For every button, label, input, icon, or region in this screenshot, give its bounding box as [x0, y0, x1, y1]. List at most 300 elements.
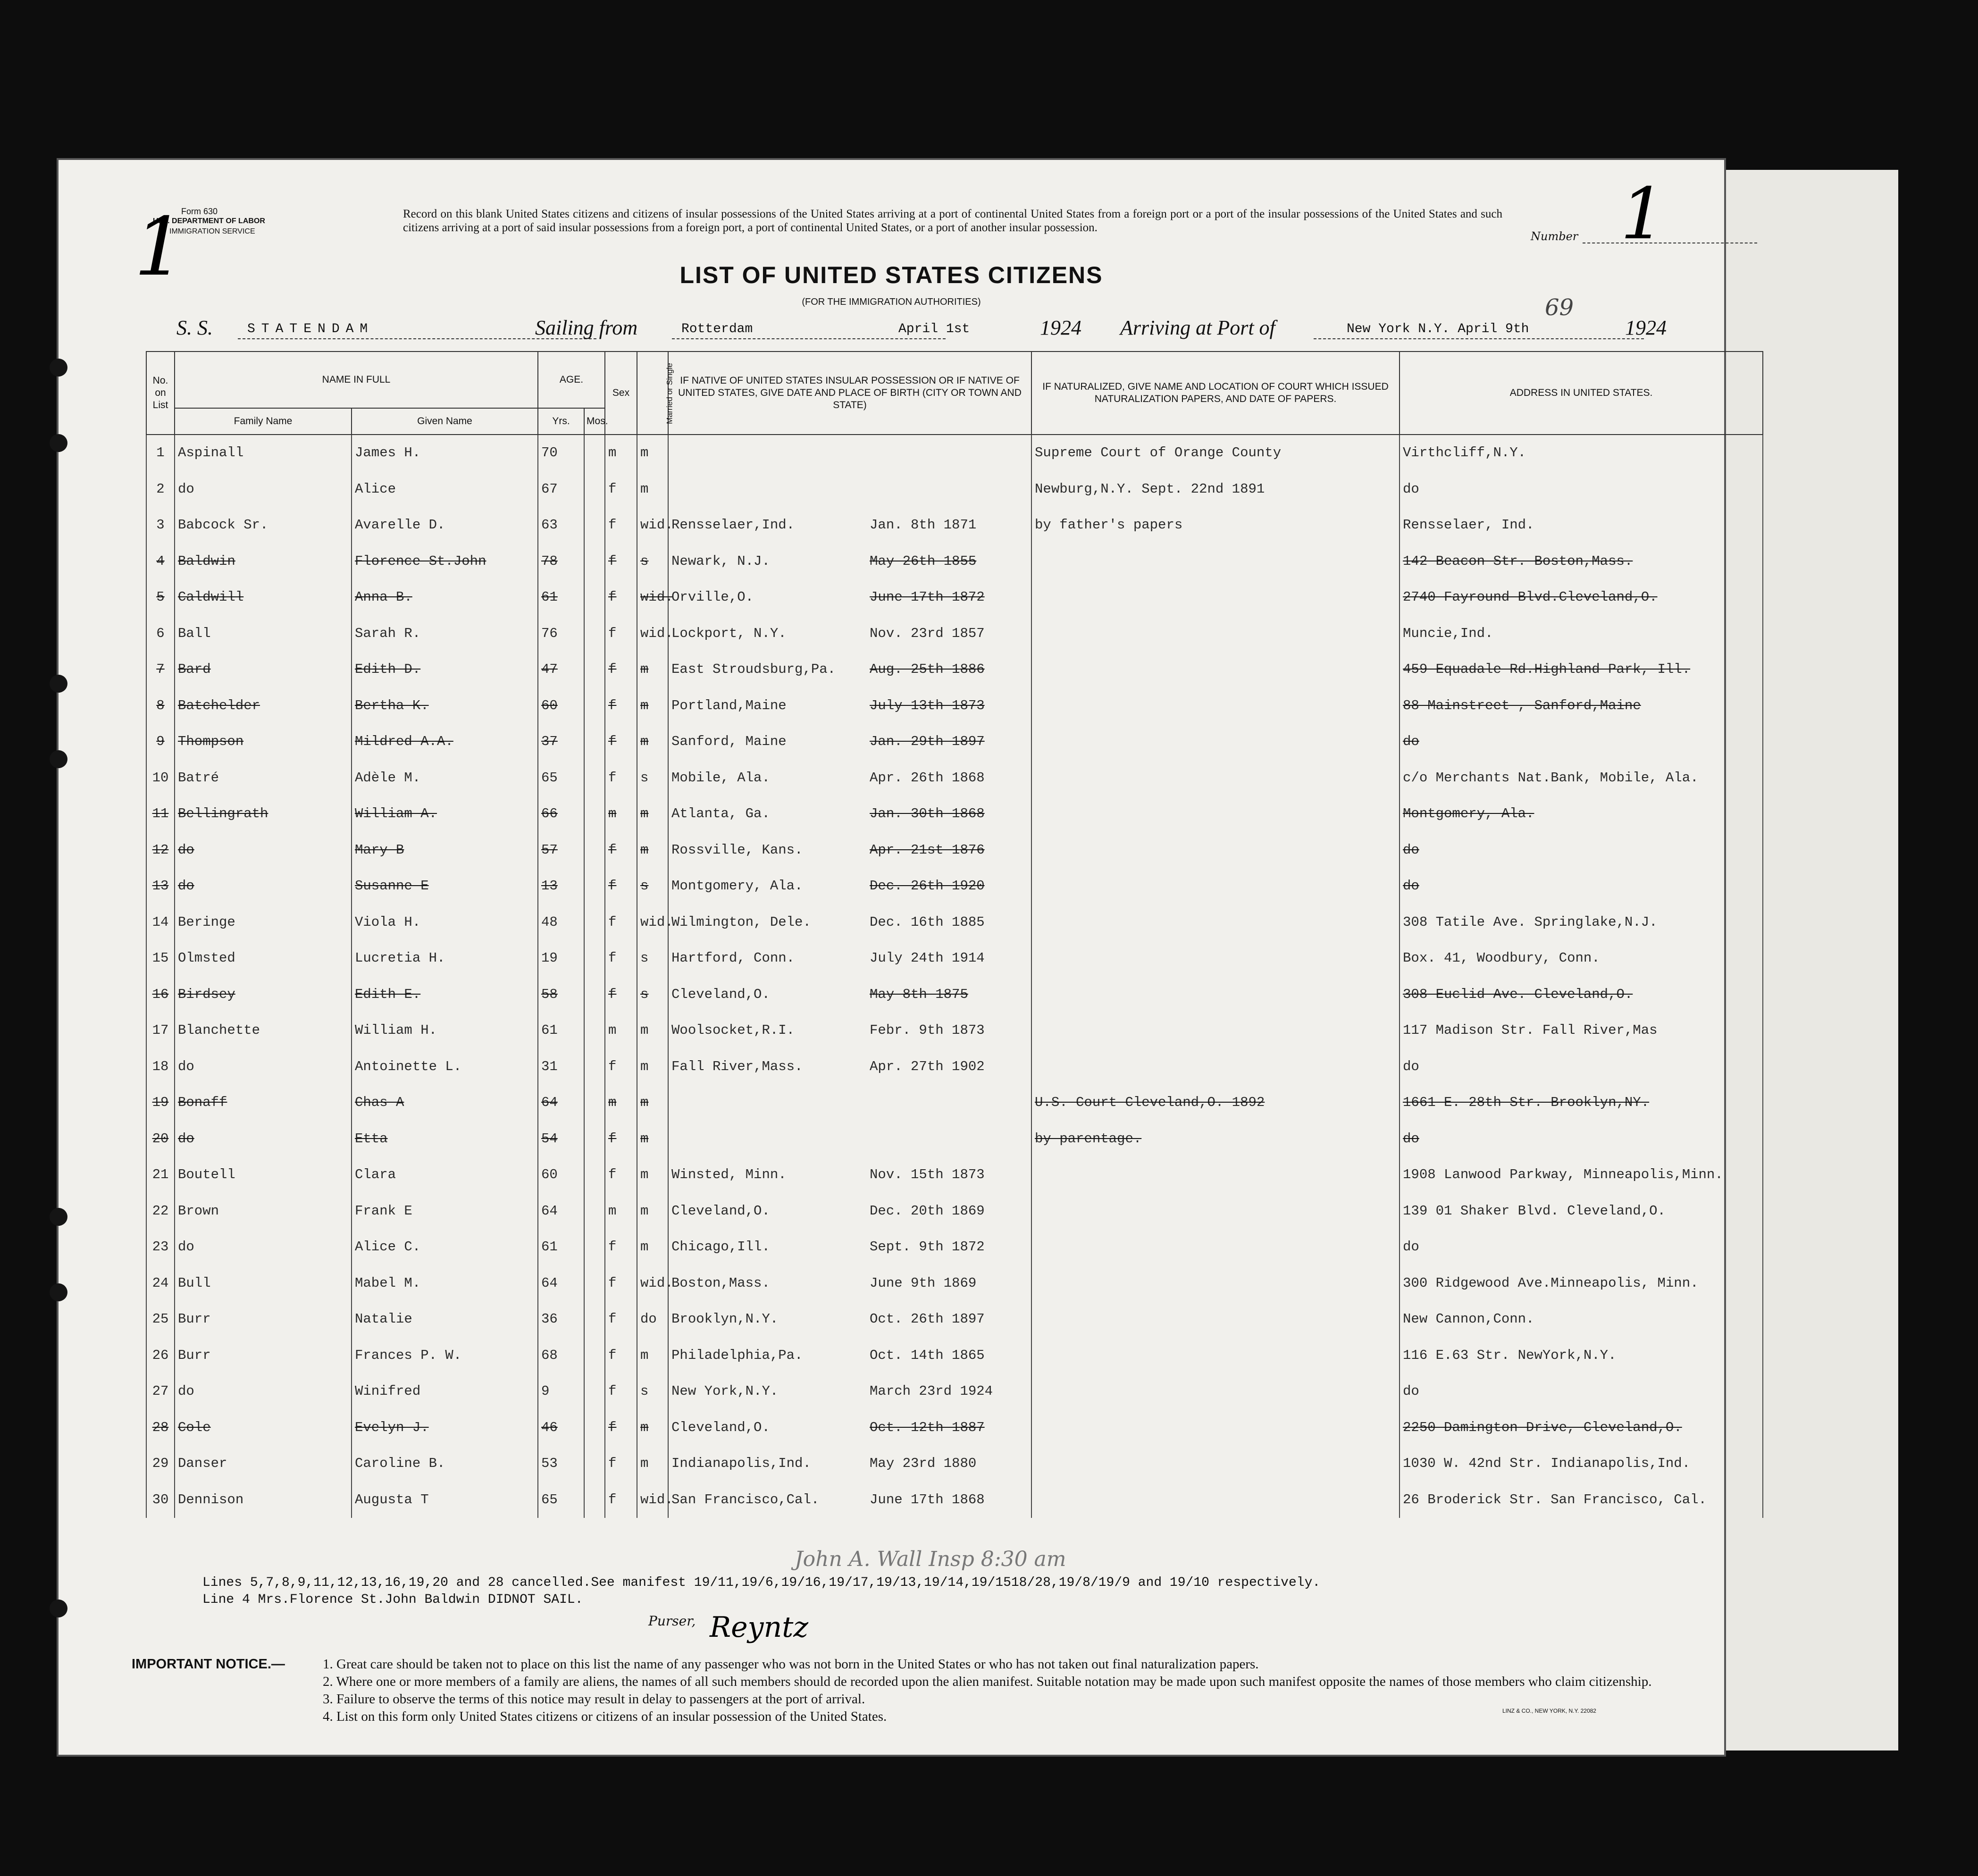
birth-info — [668, 1013, 1031, 1049]
family-name: do — [175, 471, 352, 508]
given-name: Alice — [352, 471, 538, 508]
birth-date: Oct. 14th 1865 — [870, 1347, 985, 1363]
family-name: Cole — [175, 1410, 352, 1446]
naturalization-court: Supreme Court of Orange County — [1031, 435, 1400, 471]
birth-place: Newark, N.J. — [671, 553, 770, 569]
family-name: Babcock Sr. — [175, 507, 352, 544]
sail-year: 1924 — [1040, 316, 1081, 339]
punch-hole — [50, 1600, 67, 1617]
arrival-year: 1924 — [1625, 316, 1667, 339]
family-name: Bard — [175, 652, 352, 688]
us-address: Montgomery, Ala. — [1400, 796, 1763, 832]
row-number: 15 — [146, 940, 175, 977]
birth-info — [668, 1229, 1031, 1265]
birth-info — [668, 616, 1031, 652]
birth-date: Nov. 15th 1873 — [870, 1167, 985, 1183]
instructions-text: Record on this blank United States citizens and citizens of insular possessions of the United States arriving at a port of continental United States from a foreign port or a port of the insular possessions of the United States and such citizens arriving at a port of said insular possessions from a foreign port, a port of continental United States, or a port of another insular possession. — [403, 208, 1502, 234]
age-years: 70 — [538, 435, 584, 471]
birth-info — [668, 1301, 1031, 1338]
row-number: 20 — [146, 1121, 175, 1157]
sex: f — [605, 1301, 637, 1338]
family-name: Beringe — [175, 904, 352, 941]
birth-date: May 8th 1875 — [870, 986, 968, 1002]
punch-hole — [50, 359, 67, 377]
purser-signature: Reyntz — [710, 1611, 808, 1644]
age-months — [584, 977, 605, 1013]
table-row — [146, 507, 1763, 544]
birth-date: June 9th 1869 — [870, 1275, 977, 1291]
table-row — [146, 1121, 1763, 1157]
birth-place: Atlanta, Ga. — [671, 806, 770, 822]
given-name: Frances P. W. — [352, 1338, 538, 1374]
table-row — [146, 904, 1763, 941]
us-address: do — [1400, 1374, 1763, 1410]
age-years: 54 — [538, 1121, 584, 1157]
table-row — [146, 652, 1763, 688]
family-name: Danser — [175, 1446, 352, 1482]
birth-date: Jan. 30th 1868 — [870, 806, 985, 822]
row-number: 12 — [146, 832, 175, 869]
naturalization-court — [1031, 544, 1400, 580]
marital-status: m — [637, 1085, 668, 1121]
age-months — [584, 1121, 605, 1157]
age-years: 36 — [538, 1301, 584, 1338]
col-married — [637, 352, 674, 435]
col-address: ADDRESS IN UNITED STATES. — [1400, 352, 1763, 435]
sex: f — [605, 1374, 637, 1410]
us-address: New Cannon,Conn. — [1400, 1301, 1763, 1338]
us-address: 1661 E. 28th Str. Brooklyn,NY. — [1400, 1085, 1763, 1121]
birth-place: Rensselaer,Ind. — [671, 517, 795, 533]
row-number: 14 — [146, 904, 175, 941]
naturalization-court: U.S. Court Cleveland,O. 1892 — [1031, 1085, 1400, 1121]
given-name: Chas A — [352, 1085, 538, 1121]
birth-date: June 17th 1868 — [870, 1491, 985, 1508]
row-number: 3 — [146, 507, 175, 544]
birth-place: Portland,Maine — [671, 697, 787, 713]
col-married-label: Married or Single — [665, 362, 674, 424]
us-address: do — [1400, 724, 1763, 760]
sex: m — [605, 1085, 637, 1121]
family-name: Caldwill — [175, 579, 352, 616]
family-name: Olmsted — [175, 940, 352, 977]
birth-date: Dec. 20th 1869 — [870, 1203, 985, 1219]
age-months — [584, 868, 605, 904]
us-address: do — [1400, 1049, 1763, 1085]
given-name: Bertha K. — [352, 688, 538, 724]
age-months — [584, 724, 605, 760]
us-address: do — [1400, 832, 1763, 869]
age-months — [584, 904, 605, 941]
manifest-sheet — [57, 158, 1726, 1757]
family-name: Bellingrath — [175, 796, 352, 832]
family-name: Batchelder — [175, 688, 352, 724]
birth-date: Aug. 25th 1886 — [870, 662, 985, 678]
age-years: 58 — [538, 977, 584, 1013]
given-name: James H. — [352, 435, 538, 471]
age-years: 48 — [538, 904, 584, 941]
naturalization-court — [1031, 1301, 1400, 1338]
marital-status: m — [637, 435, 668, 471]
punch-hole — [50, 750, 67, 768]
sail-date: April 1st — [898, 322, 970, 336]
manifest-table — [146, 351, 1763, 1518]
number-value: 1 — [1620, 173, 1666, 255]
age-years: 65 — [538, 1482, 584, 1518]
given-name: Edith D. — [352, 652, 538, 688]
naturalization-court — [1031, 1265, 1400, 1302]
lines-note: Lines 5,7,8,9,11,12,13,16,19,20 and 28 cancelled.See manifest 19/11,19/6,19/16,19/17,19/13,19/14,19/1518/28,19/8/19/9 and 19/10 respectively. — [202, 1575, 1321, 1590]
naturalization-court — [1031, 1482, 1400, 1518]
table-row — [146, 760, 1763, 796]
sex: m — [605, 796, 637, 832]
age-years: 53 — [538, 1446, 584, 1482]
birth-info — [668, 1410, 1031, 1446]
birth-date: Jan. 8th 1871 — [870, 517, 977, 533]
naturalization-court — [1031, 940, 1400, 977]
birth-info — [668, 1157, 1031, 1193]
row-number: 10 — [146, 760, 175, 796]
us-address: 117 Madison Str. Fall River,Mas — [1400, 1013, 1763, 1049]
table-row — [146, 1049, 1763, 1085]
age-months — [584, 1157, 605, 1193]
sex: f — [605, 760, 637, 796]
us-address: 459 Equadale Rd.Highland Park, Ill. — [1400, 652, 1763, 688]
sex: f — [605, 507, 637, 544]
sex: f — [605, 652, 637, 688]
birth-place: Cleveland,O. — [671, 1419, 770, 1435]
us-address: Rensselaer, Ind. — [1400, 507, 1763, 544]
us-address: 1908 Lanwood Parkway, Minneapolis,Minn. — [1400, 1157, 1763, 1193]
age-months — [584, 1482, 605, 1518]
table-row — [146, 471, 1763, 508]
marital-status: wid. — [637, 1482, 668, 1518]
age-years: 63 — [538, 507, 584, 544]
naturalization-court — [1031, 868, 1400, 904]
naturalization-court — [1031, 1049, 1400, 1085]
row-number: 28 — [146, 1410, 175, 1446]
family-name: Baldwin — [175, 544, 352, 580]
table-row — [146, 1085, 1763, 1121]
family-name: Thompson — [175, 724, 352, 760]
birth-info — [668, 1049, 1031, 1085]
naturalization-court: by parentage. — [1031, 1121, 1400, 1157]
marital-status: do — [637, 1301, 668, 1338]
purser-label: Purser, — [648, 1613, 696, 1629]
col-mos: Mos. — [584, 408, 605, 435]
manifest-rows — [146, 435, 1763, 1518]
marital-status: m — [637, 1049, 668, 1085]
sex: m — [605, 1193, 637, 1230]
sex: f — [605, 940, 637, 977]
given-name: Sarah R. — [352, 616, 538, 652]
birth-place: Indianapolis,Ind. — [671, 1456, 811, 1472]
sex: f — [605, 1410, 637, 1446]
age-years: 37 — [538, 724, 584, 760]
agency-line2: IMMIGRATION SERVICE — [169, 227, 255, 235]
age-months — [584, 652, 605, 688]
marital-status: m — [637, 1157, 668, 1193]
agency-line1: U. S. DEPARTMENT OF LABOR — [153, 217, 265, 225]
us-address: do — [1400, 471, 1763, 508]
family-name: do — [175, 832, 352, 869]
age-months — [584, 544, 605, 580]
table-row — [146, 616, 1763, 652]
age-months — [584, 471, 605, 508]
age-years: 66 — [538, 796, 584, 832]
row-number: 19 — [146, 1085, 175, 1121]
age-months — [584, 1193, 605, 1230]
given-name: William H. — [352, 1013, 538, 1049]
naturalization-court — [1031, 796, 1400, 832]
row-number: 4 — [146, 544, 175, 580]
sex: m — [605, 1013, 637, 1049]
age-months — [584, 760, 605, 796]
birth-place: Hartford, Conn. — [671, 950, 795, 966]
naturalization-court — [1031, 688, 1400, 724]
birth-place: Woolsocket,R.I. — [671, 1022, 795, 1038]
age-years: 64 — [538, 1265, 584, 1302]
us-address: do — [1400, 868, 1763, 904]
birth-info — [668, 977, 1031, 1013]
table-row — [146, 1410, 1763, 1446]
given-name: Avarelle D. — [352, 507, 538, 544]
table-row — [146, 435, 1763, 471]
us-address: do — [1400, 1121, 1763, 1157]
birth-info — [668, 832, 1031, 869]
family-name: Birdsey — [175, 977, 352, 1013]
us-address: 139 01 Shaker Blvd. Cleveland,O. — [1400, 1193, 1763, 1230]
marital-status: s — [637, 977, 668, 1013]
table-row — [146, 1338, 1763, 1374]
age-years: 47 — [538, 652, 584, 688]
sex: f — [605, 1229, 637, 1265]
table-row — [146, 544, 1763, 580]
naturalization-court: Newburg,N.Y. Sept. 22nd 1891 — [1031, 471, 1400, 508]
age-years: 65 — [538, 760, 584, 796]
age-months — [584, 1013, 605, 1049]
family-name: do — [175, 868, 352, 904]
age-years: 60 — [538, 1157, 584, 1193]
birth-date: Dec. 16th 1885 — [870, 914, 985, 930]
marital-status: s — [637, 544, 668, 580]
us-address: 308 Tatile Ave. Springlake,N.J. — [1400, 904, 1763, 941]
notice-item-2: 2. Where one or more members of a family are aliens, the names of all such members should de recorded upon the alien manifest. Suitable notation may be made upon such manifest opposite the names of those members who claim citizenship. — [323, 1674, 1652, 1689]
us-address: 300 Ridgewood Ave.Minneapolis, Minn. — [1400, 1265, 1763, 1302]
given-name: Frank E — [352, 1193, 538, 1230]
naturalization-court — [1031, 832, 1400, 869]
row-number: 8 — [146, 688, 175, 724]
us-address: c/o Merchants Nat.Bank, Mobile, Ala. — [1400, 760, 1763, 796]
naturalization-court — [1031, 760, 1400, 796]
col-sex: Sex — [605, 352, 637, 435]
row-number: 25 — [146, 1301, 175, 1338]
sex: f — [605, 1482, 637, 1518]
given-name: Caroline B. — [352, 1446, 538, 1482]
arrival-port: New York N.Y. April 9th — [1347, 322, 1529, 336]
col-naturalized: IF NATURALIZED, GIVE NAME AND LOCATION OF COURT WHICH ISSUED NATURALIZATION PAPERS, AND DATE OF PAPERS. — [1031, 352, 1400, 435]
notice-item-1: 1. Great care should be taken not to place on this list the name of any passenger who was not born in the United States or who has not taken out final naturalization papers. — [323, 1657, 1259, 1672]
us-address: 116 E.63 Str. NewYork,N.Y. — [1400, 1338, 1763, 1374]
important-notice — [132, 1656, 1665, 1725]
row-number: 21 — [146, 1157, 175, 1193]
row-number: 22 — [146, 1193, 175, 1230]
sex: f — [605, 724, 637, 760]
birth-place: Brooklyn,N.Y. — [671, 1311, 779, 1327]
arriving-label: Arriving at Port of — [1120, 316, 1275, 339]
age-months — [584, 1049, 605, 1085]
age-years: 61 — [538, 579, 584, 616]
family-name: do — [175, 1374, 352, 1410]
age-years: 60 — [538, 688, 584, 724]
birth-info — [668, 796, 1031, 832]
marital-status: m — [637, 471, 668, 508]
sex: f — [605, 1265, 637, 1302]
row-number: 5 — [146, 579, 175, 616]
marital-status: wid. — [637, 579, 668, 616]
family-name: Burr — [175, 1301, 352, 1338]
family-name: Bonaff — [175, 1085, 352, 1121]
notice-item-3: 3. Failure to observe the terms of this notice may result in delay to passengers at the port of arrival. — [323, 1692, 865, 1707]
table-row — [146, 1301, 1763, 1338]
age-months — [584, 1265, 605, 1302]
family-name: Aspinall — [175, 435, 352, 471]
marital-status: m — [637, 1446, 668, 1482]
birth-place: Chicago,Ill. — [671, 1239, 770, 1255]
given-name: Clara — [352, 1157, 538, 1193]
age-years: 57 — [538, 832, 584, 869]
row-number: 17 — [146, 1013, 175, 1049]
birth-date: July 24th 1914 — [870, 950, 985, 966]
age-years: 31 — [538, 1049, 584, 1085]
sex: f — [605, 1446, 637, 1482]
sex: f — [605, 688, 637, 724]
birth-place: East Stroudsburg,Pa. — [671, 662, 836, 678]
us-address: Box. 41, Woodbury, Conn. — [1400, 940, 1763, 977]
marital-status: wid. — [637, 507, 668, 544]
birth-date: May 23rd 1880 — [870, 1456, 977, 1472]
ship-name: STATENDAM — [247, 322, 374, 336]
age-months — [584, 616, 605, 652]
given-name: Edith E. — [352, 977, 538, 1013]
row-number: 29 — [146, 1446, 175, 1482]
age-years: 64 — [538, 1085, 584, 1121]
row-number: 9 — [146, 724, 175, 760]
age-years: 46 — [538, 1410, 584, 1446]
punch-hole — [50, 675, 67, 693]
birth-info — [668, 760, 1031, 796]
sex: f — [605, 977, 637, 1013]
age-years: 64 — [538, 1193, 584, 1230]
birth-date: Dec. 26th 1920 — [870, 878, 985, 894]
row-number: 24 — [146, 1265, 175, 1302]
us-address: 2740 Fayround Blvd.Cleveland,O. — [1400, 579, 1763, 616]
sail-underline — [672, 338, 946, 339]
col-no: No. on List — [146, 352, 175, 435]
printer-imprint: LINZ & CO., NEW YORK, N.Y. 22082 — [1502, 1708, 1596, 1714]
given-name: Winifred — [352, 1374, 538, 1410]
given-name: Adèle M. — [352, 760, 538, 796]
birth-date: Febr. 9th 1873 — [870, 1022, 985, 1038]
naturalization-court — [1031, 1446, 1400, 1482]
given-name: Viola H. — [352, 904, 538, 941]
birth-place: Wilmington, Dele. — [671, 914, 811, 930]
marital-status: m — [637, 796, 668, 832]
birth-place: Philadelphia,Pa. — [671, 1347, 803, 1363]
family-name: Burr — [175, 1338, 352, 1374]
age-months — [584, 1410, 605, 1446]
us-address: Virthcliff,N.Y. — [1400, 435, 1763, 471]
given-name: Susanne E — [352, 868, 538, 904]
birth-place: Mobile, Ala. — [671, 770, 770, 786]
naturalization-court — [1031, 1193, 1400, 1230]
table-row — [146, 1157, 1763, 1193]
naturalization-court — [1031, 616, 1400, 652]
age-years: 13 — [538, 868, 584, 904]
row-number: 30 — [146, 1482, 175, 1518]
sex: f — [605, 579, 637, 616]
table-row — [146, 1229, 1763, 1265]
birth-info — [668, 724, 1031, 760]
birth-place: San Francisco,Cal. — [671, 1491, 820, 1508]
age-years: 61 — [538, 1229, 584, 1265]
ss-label: S. S. — [176, 316, 213, 339]
birth-info — [668, 435, 1031, 471]
birth-place: Lockport, N.Y. — [671, 625, 787, 641]
table-row — [146, 1265, 1763, 1302]
row-number: 1 — [146, 435, 175, 471]
given-name: Evelyn J. — [352, 1410, 538, 1446]
birth-info — [668, 1121, 1031, 1157]
sex: f — [605, 1157, 637, 1193]
family-name: do — [175, 1121, 352, 1157]
birth-date: March 23rd 1924 — [870, 1383, 993, 1399]
row-number: 2 — [146, 471, 175, 508]
us-address: 1030 W. 42nd Str. Indianapolis,Ind. — [1400, 1446, 1763, 1482]
age-years: 61 — [538, 1013, 584, 1049]
sex: f — [605, 471, 637, 508]
family-name: do — [175, 1229, 352, 1265]
given-name: Mabel M. — [352, 1265, 538, 1302]
table-row — [146, 832, 1763, 869]
family-name: Boutell — [175, 1157, 352, 1193]
birth-info — [668, 1374, 1031, 1410]
table-row — [146, 579, 1763, 616]
page-title: LIST OF UNITED STATES CITIZENS — [679, 262, 1103, 288]
sex: m — [605, 435, 637, 471]
sex: f — [605, 904, 637, 941]
birth-place: Cleveland,O. — [671, 1203, 770, 1219]
birth-place: Fall River,Mass. — [671, 1058, 803, 1074]
marital-status: wid. — [637, 1265, 668, 1302]
birth-date: Jan. 29th 1897 — [870, 734, 985, 750]
marital-status: s — [637, 1374, 668, 1410]
number-label: Number — [1531, 230, 1578, 243]
punch-hole — [50, 1283, 67, 1301]
birth-place: New York,N.Y. — [671, 1383, 779, 1399]
age-years: 76 — [538, 616, 584, 652]
table-row — [146, 1482, 1763, 1518]
marital-status: wid. — [637, 616, 668, 652]
naturalization-court — [1031, 1157, 1400, 1193]
naturalization-court — [1031, 1410, 1400, 1446]
birth-place: Orville,O. — [671, 589, 754, 605]
row-number: 27 — [146, 1374, 175, 1410]
table-row — [146, 724, 1763, 760]
birth-date: Nov. 23rd 1857 — [870, 625, 985, 641]
birth-date: Apr. 21st 1876 — [870, 842, 985, 858]
us-address: do — [1400, 1229, 1763, 1265]
